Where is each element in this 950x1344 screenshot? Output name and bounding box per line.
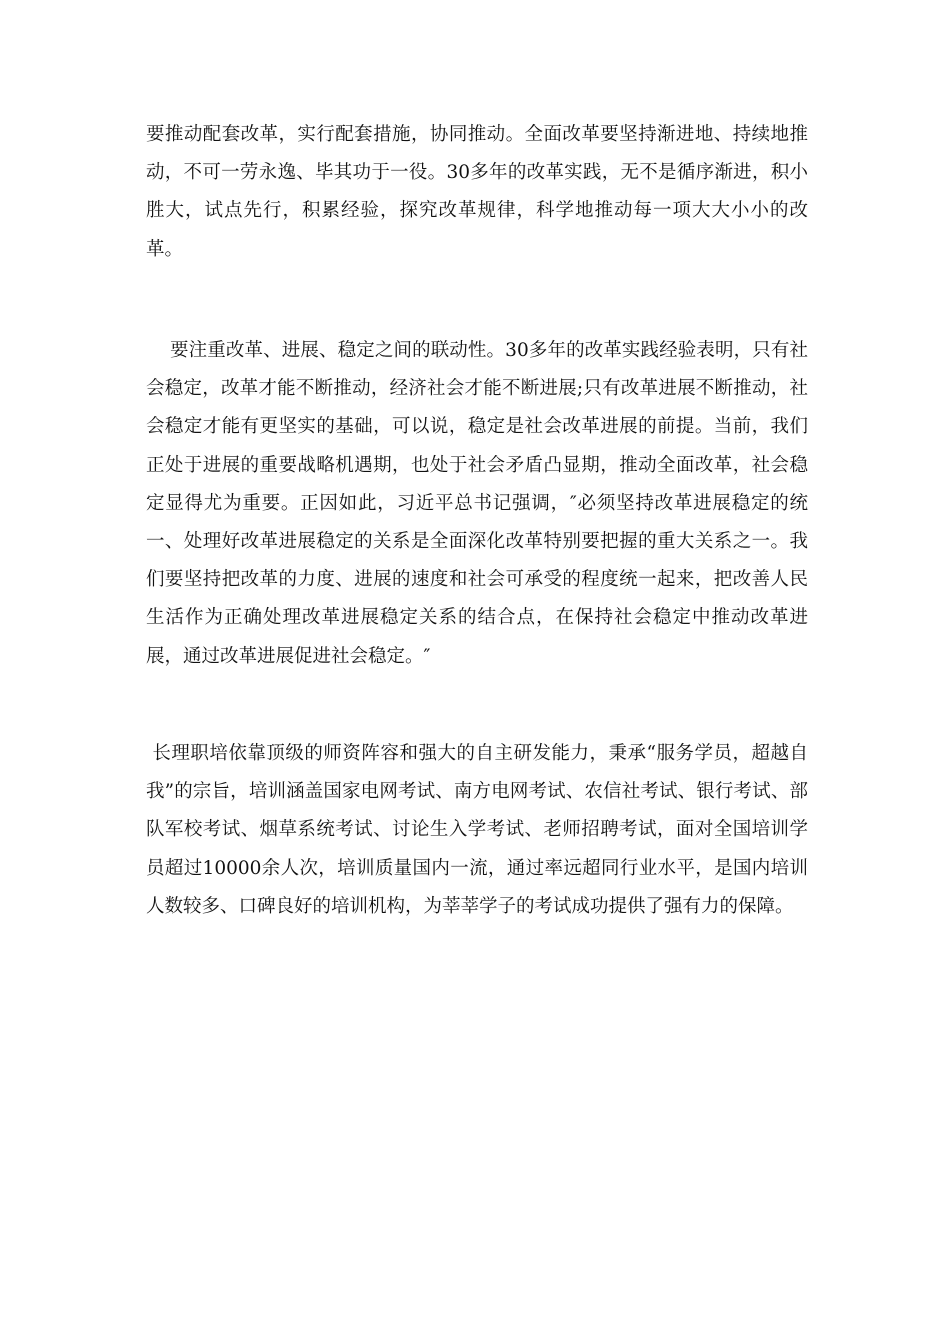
paragraph-reform-coordination: 要推动配套改革，实行配套措施，协同推动。全面改革要坚持渐进地、持续地推动，不可一劳永逸、毕其功于一役。30多年的改革实践，无不是循序渐进，积小胜大，试点先行，积累经验，探究改革规律，科学地推动每一项大大小小的改革。 [146,124,808,260]
paragraph-reform-stability: 要注重改革、进展、稳定之间的联动性。30多年的改革实践经验表明，只有社会稳定，改革才能不断推动，经济社会才能不断进展;只有改革进展不断推动，社会稳定才能有更坚实的基础，可以说，稳定是社会改革进展的前提。当前，我们正处于进展的重要战略机遇期，也处于社会矛盾凸显期，推动全面改革，社会稳定显得尤为重要。正因如此，习近平总书记强调，″必须坚持改革进展稳定的统一、处理好改革进展稳定的关系是全面深化改革特别要把握的重大关系之一。我们要坚持把改革的力度、进展的速度和社会可承受的程度统一起来，把改善人民生活作为正确处理改革进展稳定关系的结合点，在保持社会稳定中推动改革进展，通过改革进展促进社会稳定。″ [146,340,809,667]
paragraph-training-institution: 长理职培依靠顶级的师资阵容和强大的自主研发能力，秉承“服务学员，超越自我”的宗旨，培训涵盖国家电网考试、南方电网考试、农信社考试、银行考试、部队军校考试、烟草系统考试、讨论生入学考试、老师招聘考试，面对全国培训学员超过10000余人次，培训质量国内一流，通过率远超同行业水平，是国内培训人数较多、口碑良好的培训机构，为莘莘学子的考试成功提供了强有力的保障。 [146,743,808,917]
